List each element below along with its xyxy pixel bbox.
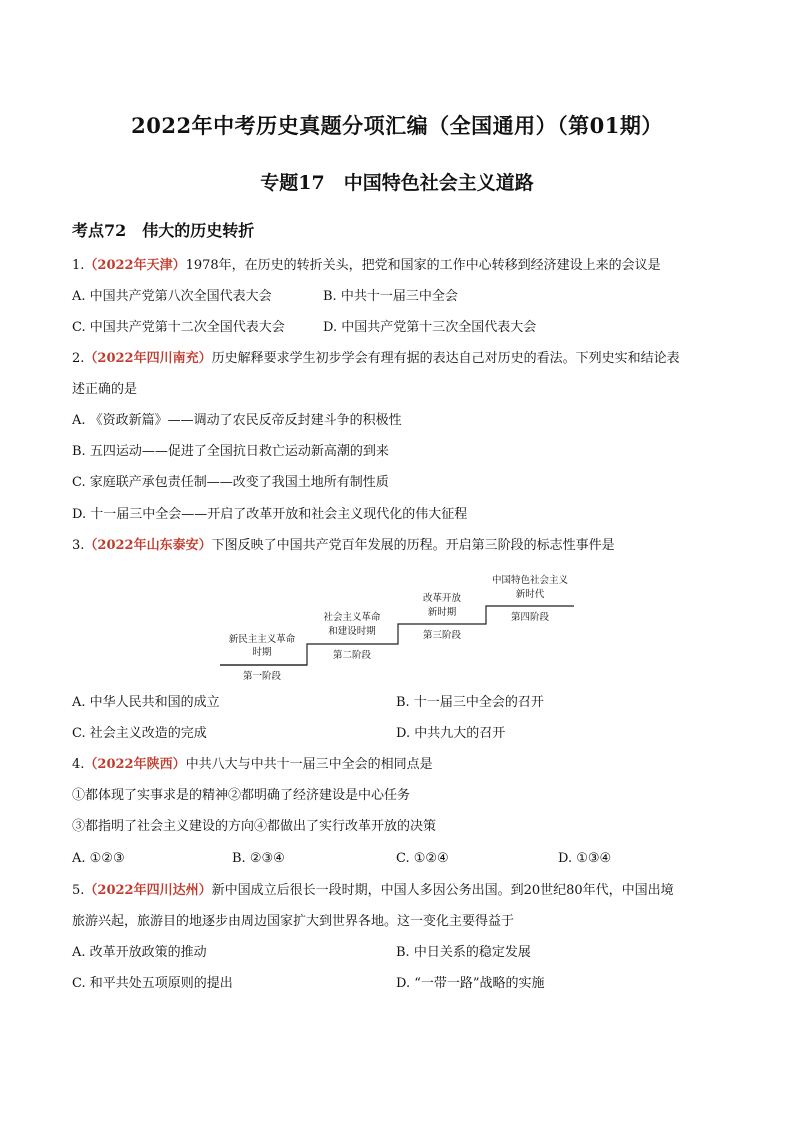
q5-option-c: C. 和平共处五项原则的提出 bbox=[72, 976, 233, 991]
period-1-label-line2: 时期 bbox=[252, 647, 272, 658]
q5-option-a: A. 改革开放政策的推动 bbox=[72, 945, 207, 960]
question-5-stem bbox=[72, 882, 674, 900]
q1-option-d: D. 中国共产党第十三次全国代表大会 bbox=[323, 320, 537, 335]
question-number: 5. bbox=[72, 883, 85, 898]
q2-option-c: C. 家庭联产承包责任制——改变了我国土地所有制性质 bbox=[72, 475, 389, 490]
question-2-stem bbox=[72, 350, 680, 368]
period-4-label-line2: 新时代 bbox=[515, 589, 545, 600]
stage-3-label: 第三阶段 bbox=[422, 630, 462, 641]
q2-option-d: D. 十一届三中全会——开启了改革开放和社会主义现代化的伟大征程 bbox=[72, 507, 468, 522]
q5-option-d: D. “一带一路”战略的实施 bbox=[396, 976, 545, 991]
stage-2-label: 第二阶段 bbox=[332, 650, 372, 661]
question-source: （2022年山东泰安） bbox=[84, 538, 212, 553]
question-source: （2022年四川达州） bbox=[84, 883, 212, 898]
question-number: 3. bbox=[72, 538, 85, 553]
question-text: 1978年，在历史的转折关头，把党和国家的工作中心转移到经济建设上来的会议是 bbox=[185, 258, 661, 273]
question-text: 新中国成立后很长一段时期，中国人多因公务出国。到20世纪80年代，中国出境 bbox=[211, 883, 674, 898]
q4-option-c: C. ①②④ bbox=[396, 851, 449, 866]
q3-option-d: D. 中共九大的召开 bbox=[396, 726, 506, 741]
q2-option-a: A. 《资政新篇》——调动了农民反帝反封建斗争的积极性 bbox=[72, 413, 402, 428]
question-text: 下图反映了中国共产党百年发展的历程。开启第三阶段的标志性事件是 bbox=[211, 538, 615, 553]
question-text: 中共八大与中共十一届三中全会的相同点是 bbox=[185, 757, 433, 772]
question-5-stem-cont: 旅游兴起，旅游目的地逐步由周边国家扩大到世界各地。这一变化主要得益于 bbox=[72, 914, 515, 929]
question-number: 2. bbox=[72, 351, 85, 366]
period-3-label-line2: 新时期 bbox=[427, 607, 457, 618]
q1-option-b: B. 中共十一届三中全会 bbox=[323, 289, 458, 304]
question-source: （2022年天津） bbox=[84, 258, 186, 273]
q3-option-c: C. 社会主义改造的完成 bbox=[72, 726, 207, 741]
question-4-stem bbox=[72, 756, 433, 774]
q3-option-a: A. 中华人民共和国的成立 bbox=[72, 695, 220, 710]
section-heading: 考点72 伟大的历史转折 bbox=[72, 221, 255, 240]
stage-1-label: 第一阶段 bbox=[242, 671, 282, 682]
period-1-label-line1: 新民主主义革命 bbox=[228, 634, 296, 645]
document-title: 2022年中考历史真题分项汇编（全国通用）（第01期） bbox=[131, 113, 663, 138]
period-2-label-line2: 和建设时期 bbox=[328, 626, 376, 637]
question-1-stem bbox=[72, 257, 661, 275]
q4-option-b: B. ②③④ bbox=[232, 851, 285, 866]
q1-option-a: A. 中国共产党第八次全国代表大会 bbox=[72, 289, 272, 304]
period-3-label-line1: 改革开放 bbox=[422, 593, 462, 604]
question-number: 1. bbox=[72, 258, 85, 273]
q5-option-b: B. 中日关系的稳定发展 bbox=[396, 945, 531, 960]
question-number: 4. bbox=[72, 757, 85, 772]
stage-4-label: 第四阶段 bbox=[510, 612, 550, 623]
period-4-label-line1: 中国特色社会主义 bbox=[491, 575, 569, 586]
question-source: （2022年陕西） bbox=[84, 757, 186, 772]
question-3-stem bbox=[72, 537, 615, 555]
period-2-label-line1: 社会主义革命 bbox=[323, 612, 381, 623]
question-source: （2022年四川南充） bbox=[84, 351, 212, 366]
question-2-stem-cont: 述正确的是 bbox=[72, 382, 138, 397]
question-4-statements-2: ③都指明了社会主义建设的方向④都做出了实行改革开放的决策 bbox=[72, 819, 437, 834]
q2-option-b: B. 五四运动——促进了全国抗日救亡运动新高潮的到来 bbox=[72, 444, 389, 459]
question-4-statements-1: ①都体现了实事求是的精神②都明确了经济建设是中心任务 bbox=[72, 788, 411, 803]
q4-option-d: D. ①③④ bbox=[558, 851, 612, 866]
question-text: 历史解释要求学生初步学会有理有据的表达自己对历史的看法。下列史实和结论表 bbox=[211, 351, 680, 366]
q3-option-b: B. 十一届三中全会的召开 bbox=[396, 695, 544, 710]
party-history-staircase-diagram bbox=[210, 572, 590, 690]
q1-option-c: C. 中国共产党第十二次全国代表大会 bbox=[72, 320, 285, 335]
q4-option-a: A. ①②③ bbox=[72, 851, 125, 866]
topic-subtitle: 专题17 中国特色社会主义道路 bbox=[260, 172, 534, 194]
